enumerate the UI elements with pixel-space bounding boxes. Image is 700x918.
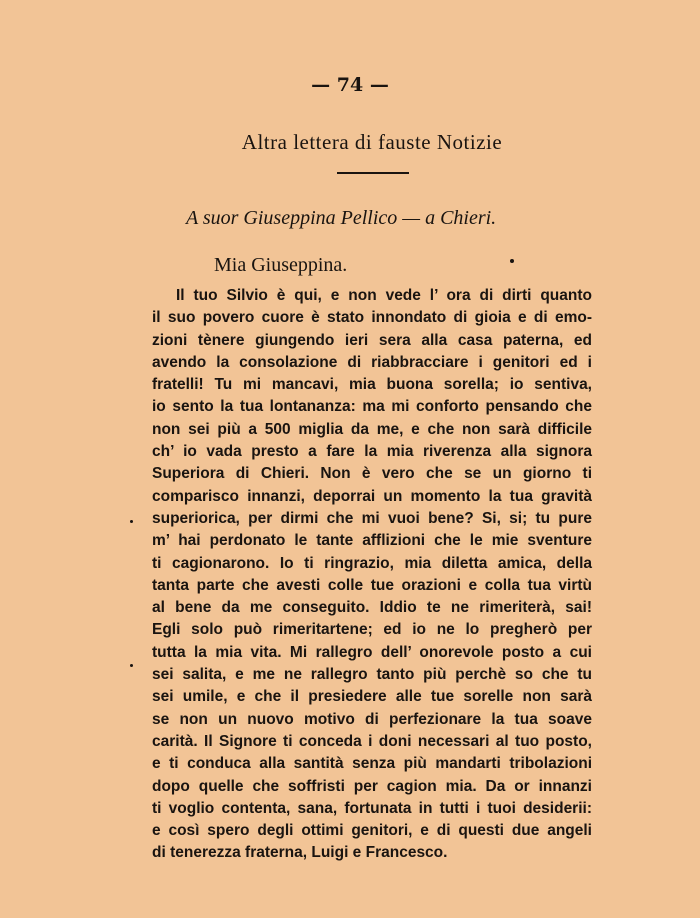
body-line: dopo quelle che soffristi per cagion mia. Da or innanzi [152, 777, 592, 795]
margin-speck [130, 664, 133, 667]
body-line: Superiora di Chieri. Non è vero che se un giorno ti [152, 465, 592, 483]
body-line: di tenerezza fraterna, Luigi e Francesco. [152, 844, 448, 862]
body-line: tutta la mia vita. Mi rallegro dell’ onorevole posto a cui [152, 643, 592, 661]
body-line: ti cagionarono. Io ti ringrazio, mia diletta amica, della [152, 554, 592, 572]
body-line: avendo la consolazione di riabbracciare i genitori ed i [152, 353, 592, 371]
body-line: comparisco innanzi, deporrai un momento la tua gravità [152, 487, 592, 505]
body-line: Egli solo può rimeritartene; ed io ne lo pregherò per [152, 621, 592, 639]
letter-body [152, 285, 592, 865]
body-line: m’ hai perdonato le tante afflizioni che le mie sventure [152, 532, 592, 550]
body-line: ch’ io vada presto a fare la mia riverenza alla signora [152, 443, 592, 461]
letter-addressee: A suor Giuseppina Pellico — a Chieri. [186, 207, 497, 229]
body-line: se non un nuovo motivo di perfezionare la tua soave [152, 710, 592, 728]
section-heading: Altra lettera di fauste Notizie [241, 130, 503, 154]
ink-speck [510, 259, 514, 263]
page-number: — 74 — [311, 74, 389, 96]
body-line: e così spero degli ottimi genitori, e di questi due angeli [152, 822, 592, 840]
body-line: non sei più a 500 miglia da me, e che non sarà difficile [152, 420, 592, 438]
body-line: io sento la tua lontananza: ma mi conforto pensando che [152, 398, 592, 416]
body-line: tanta parte che avesti colle tue orazioni e colla tua virtù [152, 576, 592, 594]
margin-speck [130, 520, 133, 523]
letter-salutation: Mia Giuseppina. [214, 254, 348, 276]
body-line: fratelli! Tu mi mancavi, mia buona sorella; io sentiva, [152, 376, 592, 394]
body-line: Il tuo Silvio è qui, e non vede l’ ora di dirti quanto [176, 287, 592, 304]
body-line: al bene da me conseguito. Iddio te ne rimeriterà, sai! [152, 599, 592, 617]
body-line: zioni tènere giungendo ieri sera alla casa paterna, ed [152, 331, 592, 349]
body-line: ti voglio contenta, sana, fortunata in tutti i tuoi desiderii: [152, 799, 592, 817]
body-line: carità. Il Signore ti conceda i doni necessari al tuo posto, [152, 732, 592, 750]
body-line: superiorica, per dirmi che mi vuoi bene? Si, si; tu pure [152, 509, 592, 527]
body-line: e ti conduca alla santità senza più mandarti tribolazioni [152, 755, 592, 773]
body-line: sei salita, e me ne rallegro tanto più perchè so che tu [152, 666, 592, 684]
body-line: sei umile, e che il presiedere alle tue sorelle non sarà [152, 688, 592, 706]
heading-divider [337, 172, 409, 174]
body-line: il suo povero cuore è stato innondato di gioia e di emo- [152, 309, 592, 327]
